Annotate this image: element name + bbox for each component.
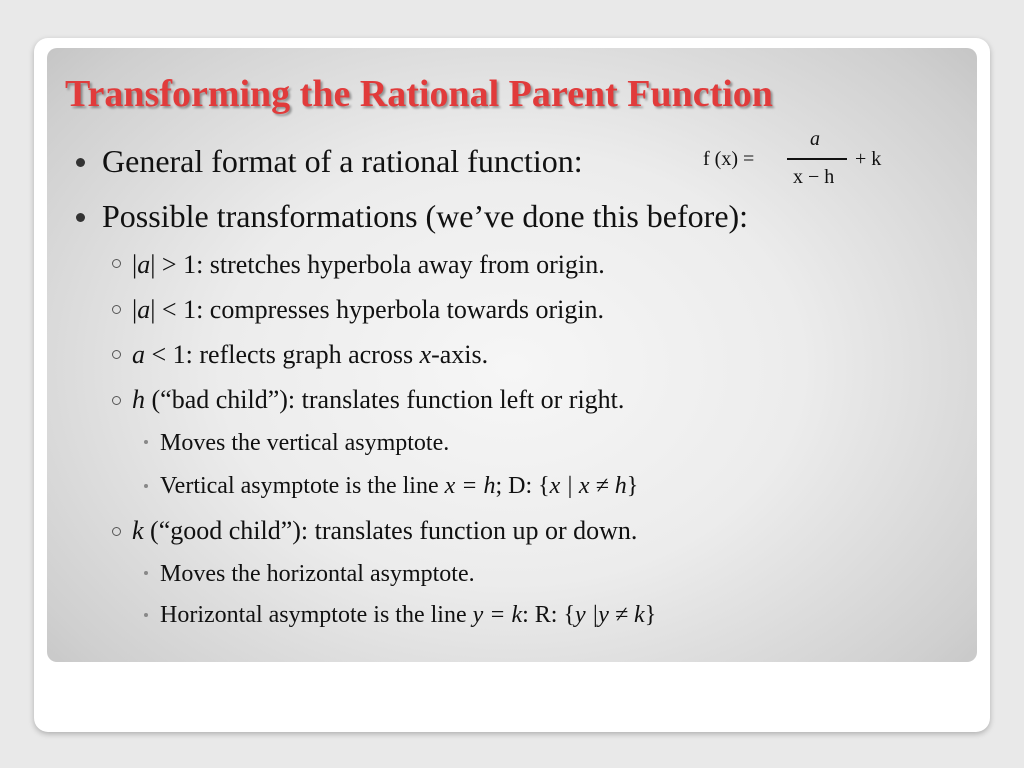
h-text: (“bad child”): translates function left or right.: [145, 385, 625, 414]
third-bullet-vertical-asymptote: Moves the vertical asymptote.: [160, 430, 450, 456]
brace-close: }: [626, 473, 639, 499]
sub-bullet-k: [132, 516, 637, 546]
slide-title: Transforming the Rational Parent Function: [65, 73, 773, 115]
reflect-text: < 1: reflects graph across: [145, 340, 420, 369]
axis-text: -axis.: [431, 340, 489, 369]
rational-function-formula: [703, 126, 903, 196]
abs-bar: |: [132, 295, 138, 324]
range-label: : R: {: [522, 602, 575, 628]
formula-numerator: a: [810, 128, 820, 150]
formula-tail: + k: [855, 148, 882, 170]
va-text: Vertical asymptote is the line: [160, 473, 445, 499]
small-dot-icon: [144, 484, 148, 488]
k-text: (“good child”): translates function up or down.: [143, 516, 638, 545]
domain-label: ; D: {: [495, 473, 550, 499]
formula-lhs: f (x) =: [703, 148, 755, 170]
fraction-bar: [787, 158, 847, 160]
bullet-possible-transformations: Possible transformations (we’ve done this before):: [102, 198, 749, 234]
stretch-text: | > 1: stretches hyperbola away from origin.: [150, 250, 605, 279]
sub-bullet-reflect: [132, 340, 488, 370]
ha-equation: y = k: [472, 602, 523, 628]
small-dot-icon: [144, 613, 148, 617]
abs-bar: |: [132, 250, 138, 279]
var-a: a: [137, 250, 151, 279]
sub-bullet-stretch: [132, 250, 605, 280]
domain-set: x | x ≠ h: [549, 473, 627, 499]
range-set: y |y ≠ k: [574, 602, 645, 628]
sub-bullet-compress: [132, 295, 604, 325]
circle-bullet-icon: [112, 259, 121, 268]
circle-bullet-icon: [112, 350, 121, 359]
ha-text: Horizontal asymptote is the line: [160, 602, 473, 628]
circle-bullet-icon: [112, 527, 121, 536]
brace-close: }: [644, 602, 657, 628]
circle-bullet-icon: [112, 396, 121, 405]
compress-text: | < 1: compresses hyperbola towards origin.: [150, 295, 605, 324]
var-a: a: [137, 295, 151, 324]
bullet-dot-icon: [76, 158, 85, 167]
var-x: x: [419, 340, 432, 369]
third-bullet-vertical-line: [160, 473, 638, 500]
formula-denominator: x − h: [793, 166, 835, 188]
small-dot-icon: [144, 571, 148, 575]
third-bullet-horizontal-asymptote: Moves the horizontal asymptote.: [160, 561, 475, 587]
bullet-general-format: General format of a rational function:: [102, 143, 583, 179]
va-equation: x = h: [444, 473, 496, 499]
sub-bullet-h: [132, 385, 624, 415]
small-dot-icon: [144, 440, 148, 444]
bullet-dot-icon: [76, 213, 85, 222]
third-bullet-horizontal-line: [160, 602, 656, 629]
var-a: a: [132, 340, 145, 369]
var-k: k: [132, 516, 144, 545]
circle-bullet-icon: [112, 305, 121, 314]
var-h: h: [132, 385, 145, 414]
